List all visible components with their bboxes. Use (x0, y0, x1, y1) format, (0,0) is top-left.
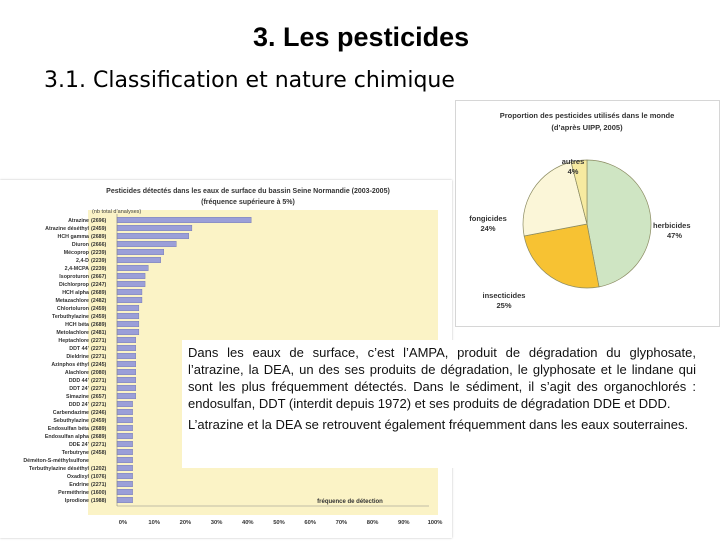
bar-count-label: (2689) (91, 290, 107, 296)
bar-count-label: (1076) (91, 474, 107, 480)
bar-count-label: (2271) (91, 338, 107, 344)
bar (117, 225, 192, 231)
bar-category-label: Terbuthylazine déséthyl (29, 466, 89, 472)
bar-count-label: (2239) (91, 266, 107, 272)
bar-count-label: (2246) (91, 410, 107, 416)
x-tick-label: 10% (148, 520, 161, 526)
bar-chart-subtitle: (fréquence supérieure à 5%) (201, 199, 295, 206)
bar-category-label: Terbutryne (61, 450, 89, 456)
bar (117, 433, 133, 439)
pie-chart-title: Proportion des pesticides utilisés dans le monde (499, 111, 675, 120)
bar (117, 313, 139, 319)
pie-value-fongicides: 24% (480, 224, 496, 233)
bar-category-label: 2,4-MCPA (64, 266, 89, 272)
x-tick-label: 80% (366, 520, 379, 526)
bar-category-label: Alachlore (64, 370, 89, 376)
bar (117, 297, 142, 303)
bar-category-label: 2,4-D (76, 258, 89, 264)
pie-chart-panel (455, 100, 720, 327)
x-tick-label: 40% (241, 520, 254, 526)
bar-chart-title: Pesticides détectés dans les eaux de surface du bassin Seine Normandie (2003-2005) (106, 188, 390, 195)
bar-category-label: Metolachlore (56, 330, 89, 336)
slide-title: 3. Les pesticides (253, 22, 470, 52)
bar-chart-count-header: (nb total d’analyses) (92, 209, 142, 215)
pie-value-herbicides: 47% (667, 231, 683, 240)
x-tick-label: 50% (273, 520, 285, 526)
bar-category-label: HCH béta (65, 322, 89, 328)
bar-category-label: HCH alpha (62, 290, 89, 296)
bar (117, 329, 139, 335)
bar-count-label: (2666) (91, 242, 107, 248)
bar (117, 353, 136, 359)
bar-count-label: (2271) (91, 402, 107, 408)
bar (117, 249, 164, 255)
bar (117, 289, 142, 295)
bar-count-label: (2657) (91, 394, 107, 400)
x-tick-label: 60% (304, 520, 317, 526)
bar-chart-xlabel: fréquence de détection (317, 499, 383, 505)
bar-category-label: Azinphos éthyl (51, 362, 89, 368)
bar-count-label: (2459) (91, 418, 107, 424)
bar-category-label: Diuron (71, 242, 89, 248)
bar-category-label: Dieldrine (66, 354, 89, 360)
bar-category-label: Isoproturon (59, 274, 89, 280)
bar-count-label: (2481) (91, 330, 107, 336)
bar-category-label: Mécoprop (63, 250, 89, 256)
bar (117, 217, 251, 223)
bar-category-label: Endosulfan béta (47, 426, 89, 432)
bar-count-label: (2271) (91, 442, 107, 448)
bar-category-label: Heptachlore (58, 338, 89, 344)
bar (117, 265, 148, 271)
bar-category-label: Metazachlore (55, 298, 89, 304)
bar-category-label: Chlortoluron (56, 306, 89, 312)
bar (117, 305, 139, 311)
x-tick-label: 100% (427, 520, 443, 526)
bar (117, 489, 133, 495)
pie-chart (456, 101, 719, 326)
bar-category-label: Sebuthylazine (53, 418, 89, 424)
bar-category-label: Oxadixyl (66, 474, 89, 480)
bar-count-label: (2689) (91, 322, 107, 328)
bar-category-label: Atrazine déséthyl (45, 226, 89, 232)
bar-category-label: Carbendazime (52, 410, 89, 416)
bar (117, 481, 133, 487)
x-tick-label: 70% (335, 520, 348, 526)
bar-category-label: DDD 24’ (68, 402, 89, 408)
bar-category-label: Perméthrine (58, 490, 89, 496)
bar (117, 497, 133, 503)
bar-count-label: (1202) (91, 466, 107, 472)
slide-subtitle: 3.1. Classification et nature chimique (44, 68, 455, 93)
callout-paragraph-1: Dans les eaux de surface, c’est l’AMPA, produit de dégradation du glyphosate, l’atrazine, la DEA, un des ses produits de dégradation, le glyphosate et le lindane qui sont les plus fréquemment détectés. Dans le sédiment, il s’agit des organochlorés : endosulfan, DDT (interdit depuis 1972) et ses produits de dégradation DDE et DDD. (188, 345, 696, 411)
pie-label-fongicides: fongicides (469, 214, 507, 223)
x-tick-label: 20% (179, 520, 192, 526)
bar (117, 377, 136, 383)
bar-count-label: (2696) (91, 218, 107, 224)
bar (117, 273, 145, 279)
pie-value-insecticides: 25% (496, 301, 512, 310)
bar-count-label: (2689) (91, 434, 107, 440)
bar-count-label: (2459) (91, 314, 107, 320)
bar-category-label: DDT 44’ (69, 346, 89, 352)
bar (117, 233, 189, 239)
bar-category-label: Endrine (69, 482, 89, 488)
bar (117, 473, 133, 479)
bar (117, 409, 133, 415)
bar-count-label: (2239) (91, 250, 107, 256)
bar-category-label: HCH gamma (57, 234, 89, 240)
bar-category-label: DDE 24’ (68, 442, 89, 448)
pie-chart-subtitle: (d’après UIPP, 2005) (551, 123, 623, 132)
pie-value-autres: 4% (567, 167, 579, 176)
bar-count-label: (2245) (91, 362, 107, 368)
bar-category-label: Déméton-S-méthylsulfone (23, 458, 89, 464)
bar (117, 345, 136, 351)
bar-count-label: (2271) (91, 386, 107, 392)
bar (117, 393, 136, 399)
bar (117, 257, 161, 263)
bar-count-label: (2459) (91, 306, 107, 312)
bar-count-label: (2459) (91, 226, 107, 232)
x-tick-label: 30% (210, 520, 223, 526)
bar-category-label: Dichlorprop (58, 282, 89, 288)
pie-label-herbicides: herbicides (653, 221, 691, 230)
bar (117, 369, 136, 375)
x-tick-label: 90% (397, 520, 410, 526)
callout-paragraph-2: L’atrazine et la DEA se retrouvent également fréquemment dans les eaux souterraines. (188, 417, 689, 432)
bar-category-label: Endosulfan alpha (44, 434, 89, 440)
bar-count-label: (2271) (91, 482, 107, 488)
bar-count-label: (2271) (91, 346, 107, 352)
bar-count-label: (2247) (91, 282, 107, 288)
pie-label-insecticides: insecticides (482, 291, 526, 300)
x-tick-label: 0% (118, 520, 128, 526)
bar-count-label: (2667) (91, 274, 107, 280)
explanation-callout (182, 340, 702, 468)
bar-category-label: Iprodione (64, 498, 89, 504)
bar-count-label: (2689) (91, 426, 107, 432)
bar (117, 337, 136, 343)
bar (117, 241, 176, 247)
bar (117, 465, 133, 471)
bar (117, 361, 136, 367)
bar-count-label: (2458) (91, 450, 107, 456)
bar (117, 441, 133, 447)
bar (117, 321, 139, 327)
bar (117, 401, 133, 407)
bar (117, 425, 133, 431)
bar-category-label: Terbuthylazine (52, 314, 89, 320)
bar-count-label: (1600) (91, 490, 107, 496)
bar-count-label: (2689) (91, 234, 107, 240)
bar-category-label: Atrazine (68, 218, 89, 224)
bar-category-label: Simazine (66, 394, 89, 400)
bar (117, 385, 136, 391)
bar-count-label: (2080) (91, 370, 107, 376)
bar-count-label: (2239) (91, 258, 107, 264)
bar-count-label: (2482) (91, 298, 107, 304)
pie-label-autres: autres (561, 157, 585, 166)
bar (117, 449, 133, 455)
bar-category-label: DDD 44’ (68, 378, 89, 384)
bar (117, 417, 133, 423)
bar-category-label: DDT 24’ (69, 386, 89, 392)
pie-slice-herbicides (587, 160, 651, 287)
bar (117, 457, 133, 463)
bar-count-label: (2271) (91, 354, 107, 360)
bar-count-label: (2271) (91, 378, 107, 384)
bar-count-label: (1988) (91, 498, 107, 504)
bar (117, 281, 145, 287)
